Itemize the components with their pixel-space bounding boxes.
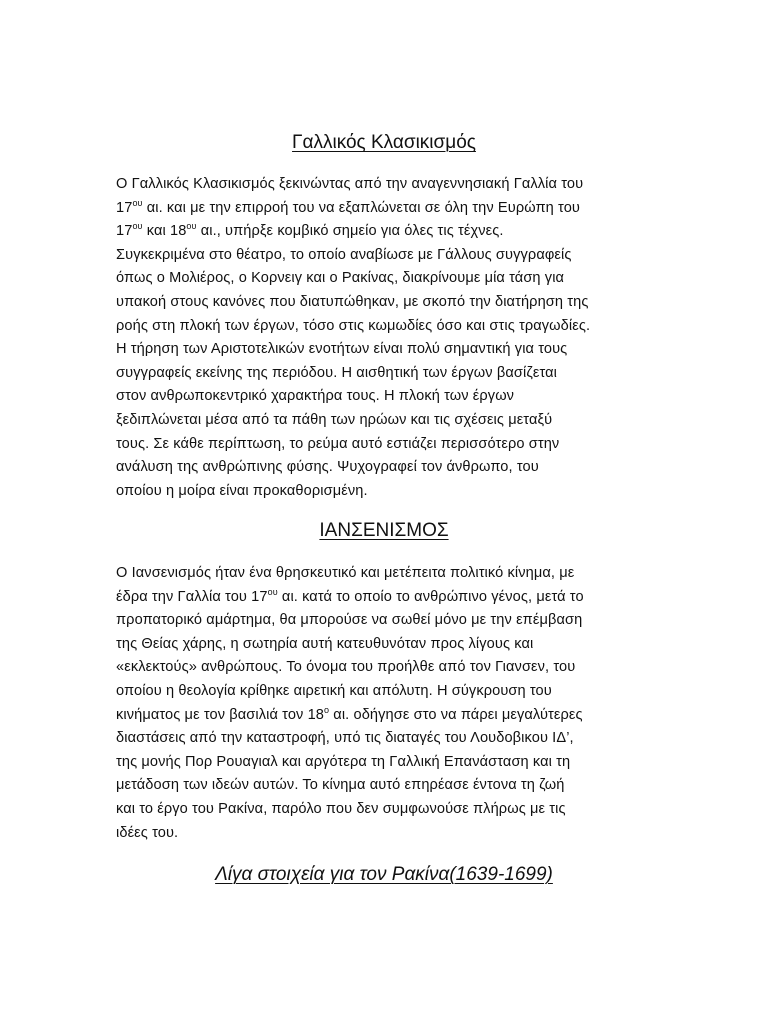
text-line <box>116 798 661 822</box>
superscript: ου <box>132 221 143 232</box>
text-line <box>116 267 661 291</box>
superscript: ου <box>186 221 197 232</box>
text-run: Η τήρηση των Αριστοτελικών ενοτήτων είναι πολύ σημαντική για τους <box>116 341 568 358</box>
text-run: «εκλεκτούς» ανθρώπους. Το όνομα του προήλθε από τον Γιανσεν, του <box>116 659 576 676</box>
text-line <box>116 586 661 610</box>
text-line <box>116 456 661 480</box>
text-run: συγγραφείς εκείνης της περιόδου. Η αισθητική των έργων βασίζεται <box>116 364 558 381</box>
text-run: Ο Γαλλικός Κλασικισμός ξεκινώντας από την αναγεννησιακή Γαλλία του <box>116 176 584 192</box>
text-line <box>116 656 661 680</box>
text-run: και 18 <box>142 223 187 240</box>
text-line <box>116 244 661 268</box>
text-run: υπακοή στους κανόνες που διατυπώθηκαν, με σκοπό την διατήρηση της <box>116 293 589 310</box>
text-run: κινήματος με τον βασιλιά τον 18 <box>116 706 325 723</box>
text-run: και το έργο του Ρακίνα, παρόλο που δεν συμφωνούσε πλήρως με τις <box>116 800 566 817</box>
superscript: ο <box>324 704 330 715</box>
text-run: προπατορικό αμάρτημα, θα μπορούσε να σωθεί μόνο με την επέμβαση <box>116 612 583 629</box>
text-run: μετάδοση των ιδεών αυτών. Το κίνημα αυτό επηρέασε έντονα τη ζωή <box>116 777 565 794</box>
text-run: 17 <box>116 199 133 216</box>
heading-jansenism: ΙΑΝΣΕΝΙΣΜΟΣ <box>319 520 449 541</box>
text-line <box>116 751 661 775</box>
text-line <box>116 704 661 728</box>
text-line <box>116 338 661 362</box>
text-run: έδρα την Γαλλία του 17 <box>116 588 268 605</box>
text-line <box>116 362 661 386</box>
text-line <box>116 173 661 197</box>
text-line <box>116 409 661 433</box>
text-run: όπως ο Μολιέρος, ο Κορνειγ και ο Ρακίνας, διακρίνουμε μία τάση για <box>116 270 565 287</box>
text-line <box>116 774 661 798</box>
text-run: ροής στη πλοκή των έργων, τόσο στις κωμωδίες όσο και στις τραγωδίες. <box>116 317 591 334</box>
text-run: αι. κατά το οποίο το ανθρώπινο γένος, μετά το <box>277 588 584 605</box>
text-line <box>116 822 661 846</box>
superscript: ου <box>267 586 278 597</box>
text-line <box>116 727 661 751</box>
text-line <box>116 433 661 457</box>
text-line <box>116 633 661 657</box>
text-run: τους. Σε κάθε περίπτωση, το ρεύμα αυτό εστιάζει περισσότερο στην <box>116 435 560 452</box>
heading-french-classicism: Γαλλικός Κλασικισμός <box>292 132 476 153</box>
text-run: Ο Ιανσενισμός ήταν ένα θρησκευτικό και μετέπειτα πολιτικό κίνημα, με <box>116 565 575 581</box>
text-run: ανάλυση της ανθρώπινης φύσης. Ψυχογραφεί τον άνθρωπο, του <box>116 459 539 476</box>
text-line <box>116 480 661 504</box>
text-line <box>116 220 661 244</box>
text-run: αι., υπήρξε κομβικό σημείο για όλες τις τέχνες. <box>196 223 504 240</box>
paragraph-french-classicism <box>116 173 661 503</box>
text-run: της μονής Πορ Ρουαγιαλ και αργότερα τη Γαλλική Επανάσταση και τη <box>116 753 571 770</box>
text-line <box>116 291 661 315</box>
text-run: οποίου η θεολογία κρίθηκε αιρετική και απόλυτη. Η σύγκρουση του <box>116 682 552 699</box>
text-run: Συγκεκριμένα στο θέατρο, το οποίο αναβίωσε με Γάλλους συγγραφείς <box>116 246 572 263</box>
text-run: ξεδιπλώνεται μέσα από τα πάθη των ηρώων και τις σχέσεις μεταξύ <box>116 411 553 428</box>
text-line <box>116 385 661 409</box>
text-run: της Θείας χάρης, η σωτηρία αυτή κατευθυνόταν προς λίγους και <box>116 635 534 652</box>
heading-racine-facts: Λίγα στοιχεία για τον Ρακίνα(1639-1699) <box>215 864 553 885</box>
text-run: οποίου η μοίρα είναι προκαθορισμένη. <box>116 482 368 499</box>
text-line <box>116 562 661 586</box>
text-line <box>116 609 661 633</box>
text-line <box>116 680 661 704</box>
text-line <box>116 197 661 221</box>
superscript: ου <box>132 197 143 208</box>
text-run: διαστάσεις από την καταστροφή, υπό τις διαταγές του Λουδοβικου ΙΔ’, <box>116 730 574 747</box>
text-run: 17 <box>116 223 133 240</box>
text-line <box>116 315 661 339</box>
text-run: αι. οδήγησε στο να πάρει μεγαλύτερες <box>329 706 583 723</box>
text-run: αι. και με την επιρροή του να εξαπλώνεται σε όλη την Ευρώπη του <box>142 199 581 216</box>
text-run: στον ανθρωποκεντρικό χαρακτήρα τους. Η πλοκή των έργων <box>116 388 515 405</box>
paragraph-jansenism <box>116 562 661 845</box>
text-run: ιδέες του. <box>116 824 179 841</box>
